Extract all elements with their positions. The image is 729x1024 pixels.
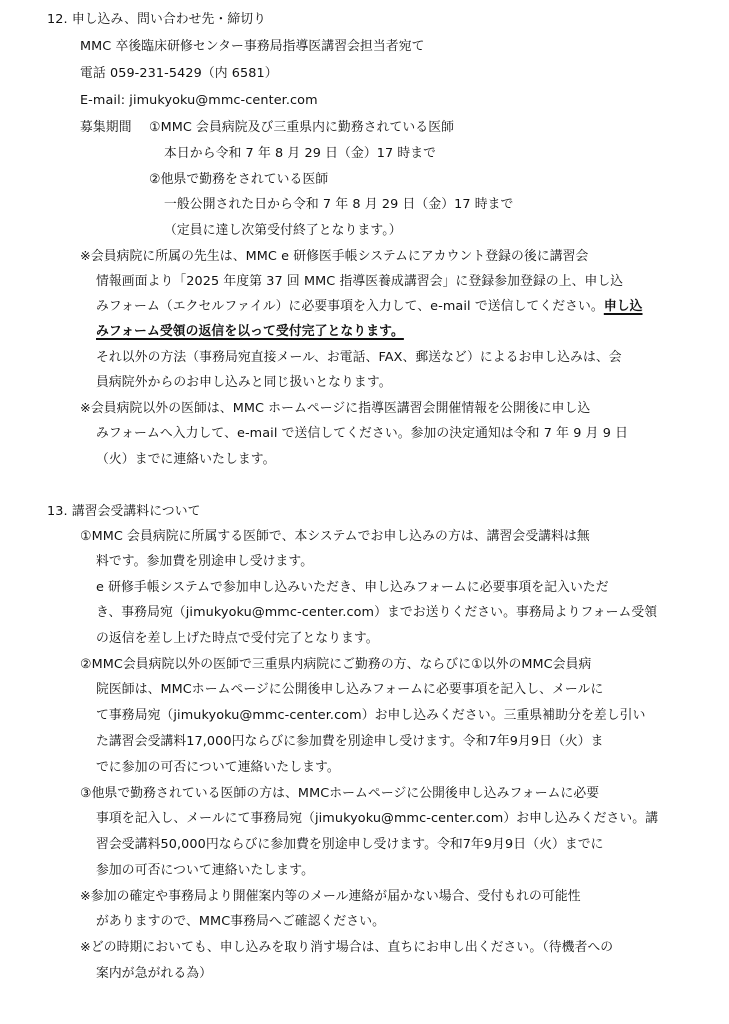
note3-line: がありますので、MMC事務局へご確認ください。	[96, 914, 385, 929]
note1-line: 情報画面より「2025 年度第 37 回 MMC 指導医養成講習会」に登録参加登録の上、申し込	[96, 274, 624, 289]
item3-line: 習会受講料50,000円ならびに参加費を別途申し受けます。令和7年9月9日（火）までに	[96, 837, 604, 852]
note4-line: ※どの時期においても、申し込みを取り消す場合は、直ちにお申し出ください。（待機者への	[80, 940, 614, 955]
item2-line: た講習会受講料17,000円ならびに参加費を別途申し受けます。令和7年9月9日（火）ま	[96, 734, 604, 749]
note3-line: ※参加の確定や事務局より開催案内等のメール連絡が届かない場合、受付もれの可能性	[80, 889, 581, 904]
item2-line: 院医師は、MMCホームページに公開後申し込みフォームに必要事項を記入し、メールに	[96, 682, 604, 697]
section-13-heading: 13. 講習会受講料について	[47, 504, 201, 519]
note2-line: ※会員病院以外の医師は、MMC ホームページに指導医講習会開催情報を公開後に申し込	[80, 401, 591, 416]
item3-line: 事項を記入し、メールにて事務局宛（jimukyoku@mmc-center.com）お申し込みください。講	[96, 811, 659, 826]
phone-line: 電話 059-231-5429（内 6581）	[80, 66, 278, 81]
note1-line: それ以外の方法（事務局宛直接メール、お電話、FAX、郵送など）によるお申し込みは、会	[96, 350, 622, 365]
note1-line: ※会員病院に所属の先生は、MMC e 研修医手帳システムにアカウント登録の後に講習会	[80, 249, 589, 264]
note1-line: 員病院外からのお申し込みと同じ扱いとなります。	[96, 375, 392, 390]
period2-title: ②他県で勤務をされている医師	[149, 172, 329, 187]
note1-line	[96, 323, 404, 341]
note2-line: （火）までに連絡いたします。	[96, 452, 276, 467]
period1-title: ①MMC 会員病院及び三重県内に勤務されている医師	[149, 120, 454, 135]
item2-line: ②MMC会員病院以外の医師で三重県内病院にご勤務の方、ならびに①以外のMMC会員病	[80, 657, 592, 672]
item3-line: ③他県で勤務されている医師の方は、MMCホームページに公開後申し込みフォームに必要	[80, 786, 600, 801]
period2-note: （定員に達し次第受付終了となります。）	[164, 223, 402, 238]
email-line: E-mail: jimukyoku@mmc-center.com	[80, 93, 318, 108]
note1-emphasis: 申し込	[603, 299, 643, 314]
addressee-line: MMC 卒後臨床研修センター事務局指導医講習会担当者宛て	[80, 39, 425, 54]
item3-line: 参加の可否について連絡いたします。	[96, 863, 314, 878]
period2-deadline: 一般公開された日から令和 7 年 8 月 29 日（金）17 時まで	[164, 197, 514, 212]
item1-line: ①MMC 会員病院に所属する医師で、本システムでお申し込みの方は、講習会受講料は無	[80, 529, 590, 544]
period-label: 募集期間	[80, 120, 132, 135]
note4-line: 案内が急がれる為）	[96, 966, 213, 981]
note1-line	[96, 298, 643, 316]
note2-line: みフォームへ入力して、e-mail で送信してください。参加の決定通知は令和 7 年 9 月 9 日	[96, 426, 629, 441]
item1-line: き、事務局宛（jimukyoku@mmc-center.com）までお送りください。事務局よりフォーム受領	[96, 605, 658, 620]
period1-deadline: 本日から令和 7 年 8 月 29 日（金）17 時まで	[164, 146, 437, 161]
note1-emphasis: みフォーム受領の返信を以って受付完了となります。	[96, 324, 404, 339]
section-12-heading: 12. 申し込み、問い合わせ先・締切り	[47, 12, 267, 27]
item1-line: e 研修手帳システムで参加申し込みいただき、申し込みフォームに必要事項を記入いただ	[96, 580, 609, 595]
note1-text: みフォーム（エクセルファイル）に必要事項を入力して、e-mail で送信してください。	[96, 299, 604, 314]
item1-line: の返信を差し上げた時点で受付完了となります。	[96, 631, 379, 646]
item2-line: て事務局宛（jimukyoku@mmc-center.com）お申し込みください。三重県補助分を差し引い	[96, 708, 646, 723]
item2-line: でに参加の可否について連絡いたします。	[96, 760, 340, 775]
item1-line: 料です。参加費を別途申し受けます。	[96, 554, 314, 569]
